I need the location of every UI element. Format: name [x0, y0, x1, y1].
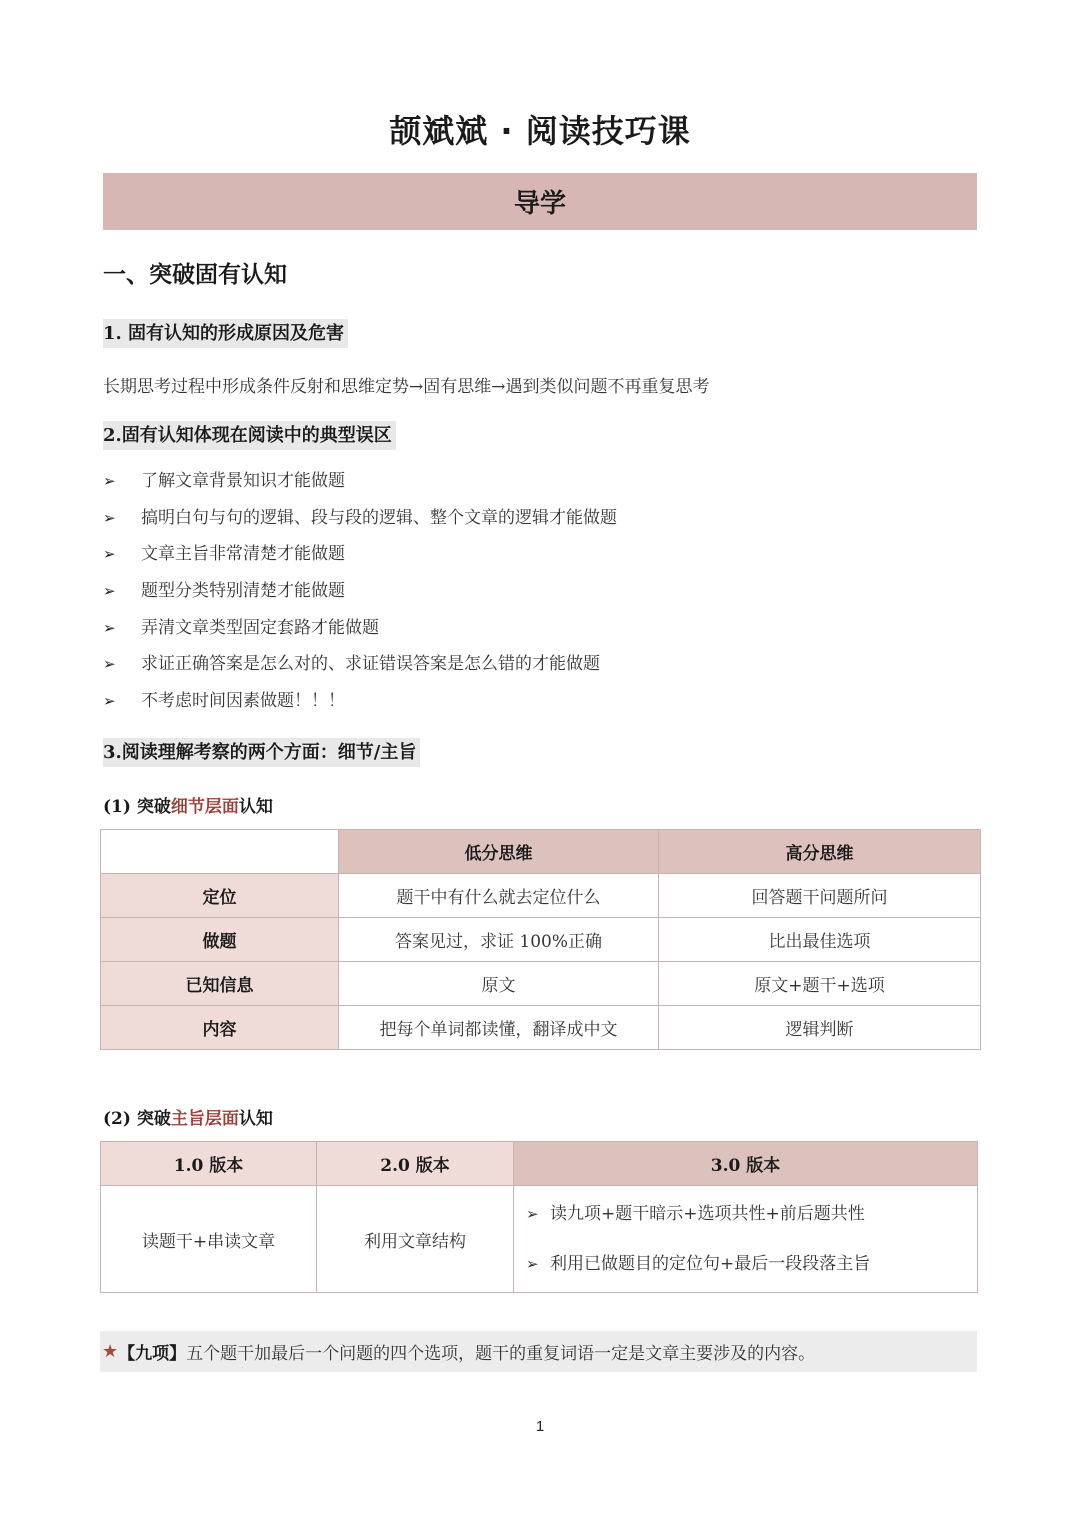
- table-row: [101, 918, 981, 962]
- version-2-header: 2.0 版本: [317, 1142, 514, 1186]
- detail-thinking-table: [100, 829, 981, 1050]
- version-3-header: 3.0 版本: [514, 1142, 978, 1186]
- table-row: [101, 1006, 981, 1050]
- table-row: [101, 1186, 978, 1293]
- arrow-bullet-icon: ➢: [103, 692, 116, 711]
- version-3-cell: [514, 1186, 978, 1293]
- subsection-heading-2: 2.固有认知体现在阅读中的典型误区: [103, 421, 396, 450]
- list-item: ➢ 求证正确答案是怎么对的、求证错误答案是怎么错的才能做题: [103, 649, 617, 686]
- arrow-bullet-icon: ➢: [103, 655, 116, 674]
- low-score-cell: 题干中有什么就去定位什么: [339, 874, 659, 918]
- version-1-header: 1.0 版本: [101, 1142, 317, 1186]
- page-title: 颉斌斌 · 阅读技巧课: [389, 112, 691, 150]
- list-item: ➢ 不考虑时间因素做题！！！: [103, 686, 617, 723]
- mistakes-list: [103, 466, 617, 723]
- list-item: ➢ 读九项+题干暗示+选项共性+前后题共性: [526, 1189, 977, 1239]
- section-heading: 一、突破固有认知: [103, 262, 287, 288]
- high-score-cell: 比出最佳选项: [659, 918, 981, 962]
- list-item: ➢ 题型分类特别清楚才能做题: [103, 576, 617, 613]
- high-score-cell: 回答题干问题所问: [659, 874, 981, 918]
- table-corner-cell: [101, 830, 339, 874]
- column-header-high: 高分思维: [659, 830, 981, 874]
- arrow-bullet-icon: ➢: [103, 618, 116, 637]
- banner-title: 导学: [103, 173, 977, 230]
- low-score-cell: 答案见过，求证 100%正确: [339, 918, 659, 962]
- high-score-cell: 逻辑判断: [659, 1006, 981, 1050]
- row-label: 内容: [101, 1006, 339, 1050]
- paragraph-1: 长期思考过程中形成条件反射和思维定势→固有思维→遇到类似问题不再重复思考: [103, 377, 710, 397]
- list-item: ➢ 文章主旨非常清楚才能做题: [103, 539, 617, 576]
- arrow-bullet-icon: ➢: [526, 1205, 539, 1223]
- detail-level-heading: (1) 突破细节层面认知: [103, 797, 273, 817]
- arrow-bullet-icon: ➢: [103, 508, 116, 527]
- subsection-heading-1: 1. 固有认知的形成原因及危害: [103, 319, 348, 348]
- page-number: 1: [535, 1418, 545, 1435]
- table-row: [101, 874, 981, 918]
- low-score-cell: 把每个单词都读懂，翻译成中文: [339, 1006, 659, 1050]
- row-label: 做题: [101, 918, 339, 962]
- list-item: ➢ 了解文章背景知识才能做题: [103, 466, 617, 503]
- high-score-cell: 原文+题干+选项: [659, 962, 981, 1006]
- column-header-low: 低分思维: [339, 830, 659, 874]
- low-score-cell: 原文: [339, 962, 659, 1006]
- version-1-cell: 读题干+串读文章: [101, 1186, 317, 1293]
- main-idea-versions-table: [100, 1141, 978, 1293]
- star-icon: ★: [102, 1341, 119, 1362]
- note-label: 【九项】: [118, 1344, 187, 1364]
- list-item: ➢ 弄清文章类型固定套路才能做题: [103, 613, 617, 650]
- arrow-bullet-icon: ➢: [103, 472, 116, 490]
- arrow-bullet-icon: ➢: [526, 1255, 539, 1273]
- subsection-heading-3: 3.阅读理解考察的两个方面：细节/主旨: [103, 738, 420, 767]
- arrow-bullet-icon: ➢: [103, 545, 116, 564]
- main-idea-level-heading: (2) 突破主旨层面认知: [103, 1109, 273, 1129]
- list-item: ➢ 搞明白句与句的逻辑、段与段的逻辑、整个文章的逻辑才能做题: [103, 503, 617, 540]
- note-text: 五个题干加最后一个问题的四个选项，题干的重复词语一定是文章主要涉及的内容。: [186, 1344, 816, 1364]
- list-item: ➢ 利用已做题目的定位句+最后一段段落主旨: [526, 1239, 977, 1289]
- tip-note: [100, 1331, 977, 1372]
- arrow-bullet-icon: ➢: [103, 582, 116, 601]
- version-2-cell: 利用文章结构: [317, 1186, 514, 1293]
- row-label: 定位: [101, 874, 339, 918]
- table-row: [101, 962, 981, 1006]
- row-label: 已知信息: [101, 962, 339, 1006]
